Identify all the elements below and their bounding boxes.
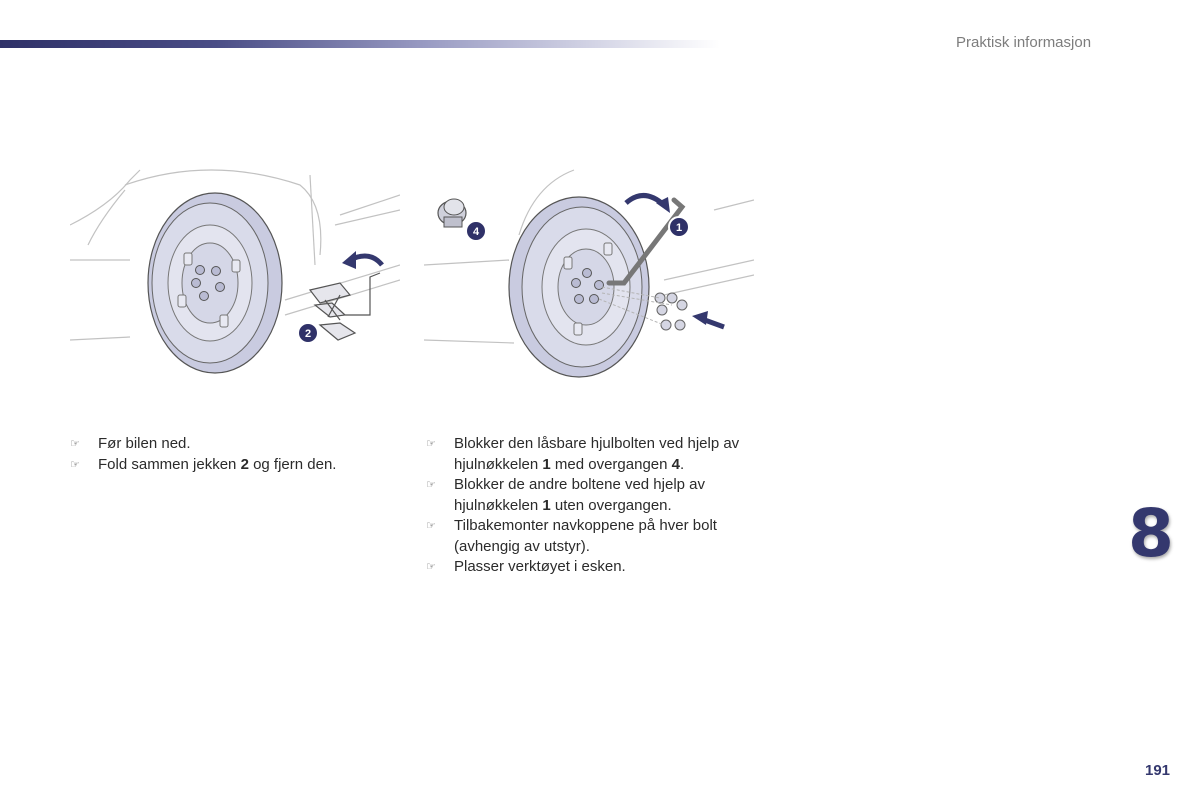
callout-1 <box>669 217 689 237</box>
instruction-text: med overgangen <box>550 455 672 473</box>
page-number: 191 <box>1145 762 1171 779</box>
instruction-step <box>426 557 756 578</box>
scissor-jack-illustration <box>310 273 380 340</box>
instruction-text: Plasser verktøyet i esken. <box>454 558 626 575</box>
svg-text:4: 4 <box>472 226 480 238</box>
header-gradient-bar <box>0 40 720 48</box>
instruction-text: uten overgangen. <box>550 496 672 514</box>
instruction-step <box>426 516 756 557</box>
callout-reference: 2 <box>240 455 249 473</box>
pointing-hand-icon: ☞ <box>70 457 80 471</box>
pointing-hand-icon: ☞ <box>426 519 436 532</box>
instruction-text: Tilbakemonter navkoppene på hver bolt (avhengig av utstyr). <box>454 517 717 555</box>
callout-2 <box>298 323 318 343</box>
instruction-text: Før bilen ned. <box>98 435 191 452</box>
car-wheel-illustration <box>509 197 649 377</box>
car-wheel-illustration <box>148 193 282 373</box>
instruction-step <box>70 455 390 476</box>
pointing-hand-icon: ☞ <box>70 437 80 450</box>
callout-reference: 1 <box>542 496 551 514</box>
instruction-text: . <box>680 455 685 473</box>
instruction-list-left <box>70 434 390 475</box>
instruction-list-right <box>426 434 756 578</box>
instruction-step <box>426 475 756 516</box>
pointing-hand-icon: ☞ <box>426 478 436 491</box>
pointing-hand-icon: ☞ <box>426 560 436 573</box>
callout-reference: 1 <box>542 455 551 473</box>
instruction-text: Blokker den låsbare hjulbolten ved hjelp av hjulnøkkelen <box>454 435 740 473</box>
callout-reference: 4 <box>671 455 680 473</box>
svg-text:1: 1 <box>675 222 683 234</box>
pointing-hand-icon: ☞ <box>426 437 436 450</box>
svg-text:2: 2 <box>304 328 312 340</box>
section-title: Praktisk informasjon <box>956 34 1092 51</box>
lower-car-illustration <box>70 165 400 380</box>
lock-adapter-illustration <box>438 199 466 227</box>
instruction-text: Fold sammen jekken <box>98 455 241 473</box>
instruction-step <box>70 434 390 455</box>
callout-4 <box>466 221 486 241</box>
instruction-text: og fjern den. <box>248 455 337 473</box>
tighten-bolts-illustration <box>424 165 754 380</box>
chapter-number: 8 <box>1128 495 1174 572</box>
instruction-text: Blokker de andre boltene ved hjelp av hjulnøkkelen <box>454 476 706 514</box>
instruction-step <box>426 434 756 475</box>
